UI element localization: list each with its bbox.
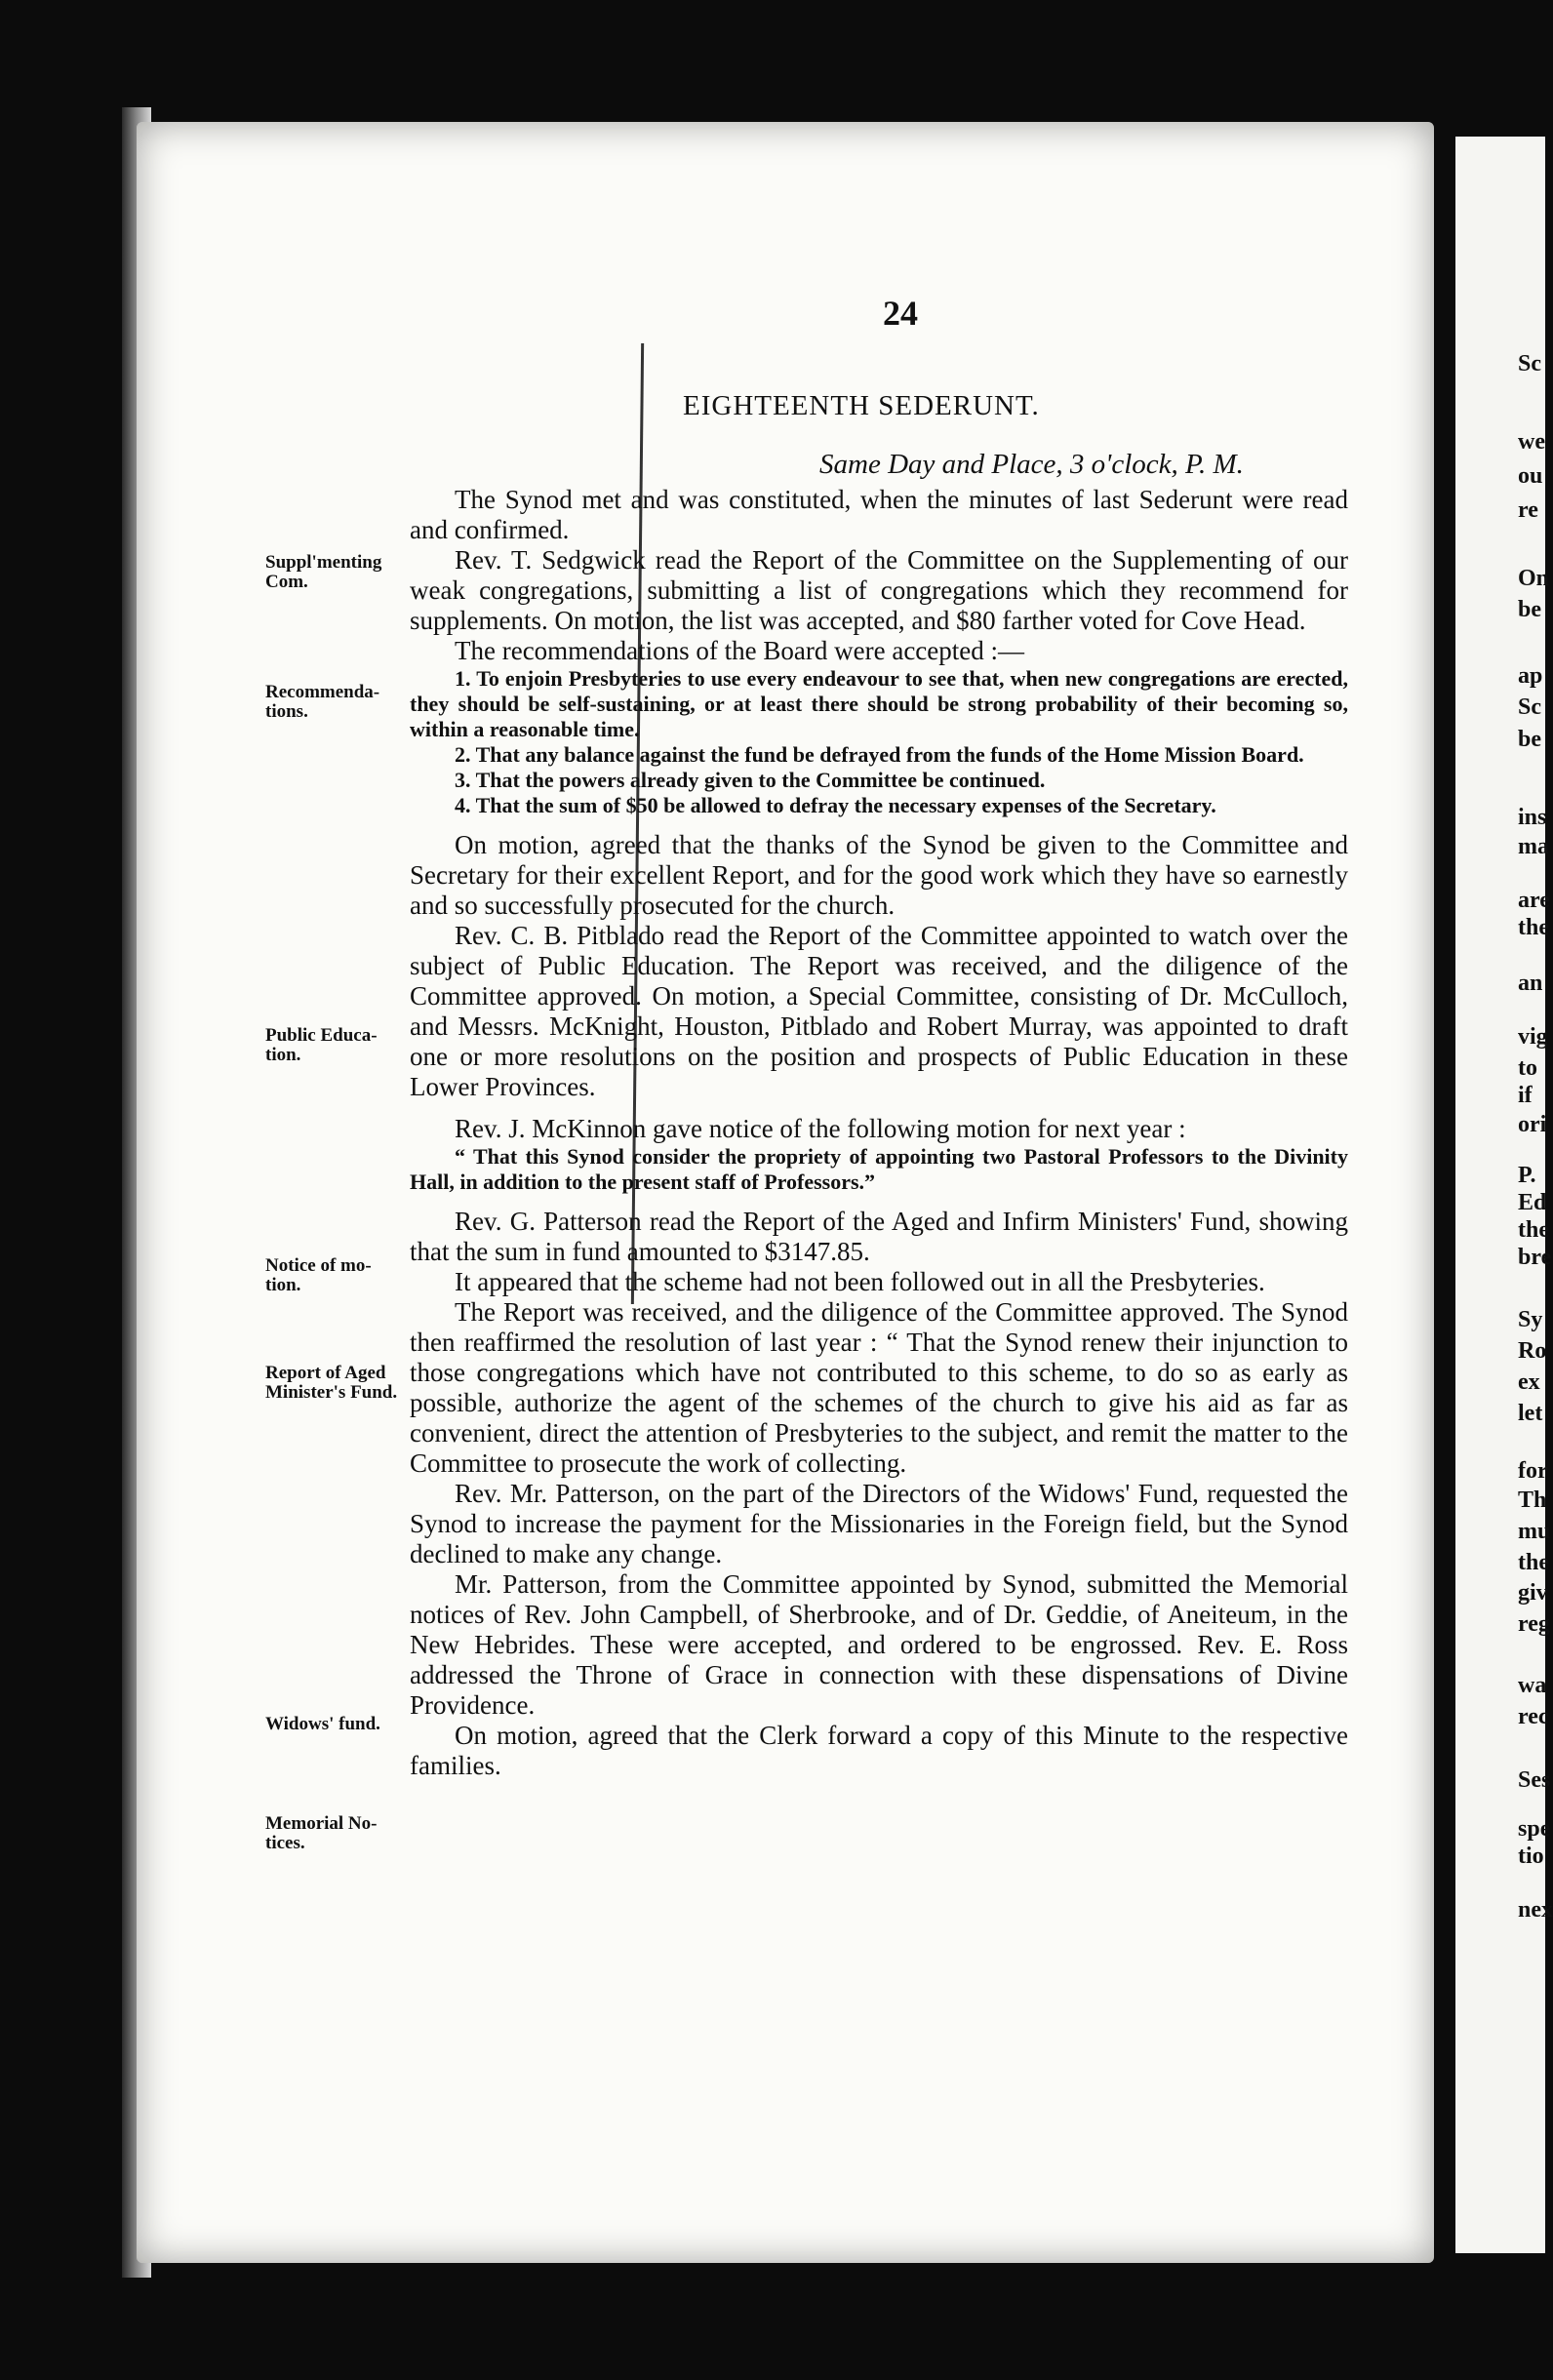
paragraph: 4. That the sum of $50 be allowed to defray the necessary expenses of the Secretary. — [455, 793, 1216, 817]
adjacent-page-fragment: Ses — [1518, 1767, 1551, 1793]
margin-note: Public Educa- tion. — [265, 1025, 378, 1065]
paragraph: Rev. G. Patterson read the Report of the Aged and Infirm Ministers' Fund, showing that the sum in fund amounted to $3147.85. — [410, 1207, 1348, 1266]
adjacent-page-fragment: bre — [1518, 1245, 1552, 1270]
section-heading: EIGHTEENTH SEDERUNT. — [683, 390, 1040, 421]
adjacent-page-fragment: ou — [1518, 463, 1543, 489]
adjacent-page-fragment: are — [1518, 888, 1550, 913]
paragraph: 1. To enjoin Presbyteries to use every endeavour to see that, when new congregations are erected, they should be self-sustaining, or at least there should be strong probability of their becoming so, within a reasonable time. — [410, 666, 1348, 741]
adjacent-page-fragment: wa — [1518, 1673, 1547, 1698]
adjacent-page-fragment: Sy — [1518, 1307, 1543, 1332]
margin-note: Recommenda- tions. — [265, 682, 380, 722]
paragraph: It appeared that the scheme had not been followed out in all the Presbyteries. — [455, 1267, 1265, 1296]
margin-note: Memorial No- tices. — [265, 1813, 378, 1853]
paragraph: On motion, agreed that the Clerk forward a copy of this Minute to the respective families. — [410, 1721, 1348, 1780]
adjacent-page-fragment: be — [1518, 597, 1541, 622]
adjacent-page-fragment: Ro — [1518, 1338, 1547, 1364]
paragraph: The Synod met and was constituted, when the minutes of last Sederunt were read and confirmed. — [410, 485, 1348, 544]
adjacent-page-fragment: reg — [1518, 1611, 1550, 1637]
minutes-body — [410, 485, 1348, 1781]
paragraph: Rev. C. B. Pitblado read the Report of the Committee appointed to watch over the subject of Public Education. The Report was received, and the diligence of the Committee approved. On motion, a Special Committee, consisting of Dr. McCulloch, and Messrs. McKnight, Houston, Pitblado and Robert Murray, was appointed to draft one or more resolutions on the position and prospects of Public Education in these Lower Provinces. — [410, 921, 1348, 1101]
section-subheading: Same Day and Place, 3 o'clock, P. M. — [819, 449, 1244, 480]
adjacent-page-fragment: giv — [1518, 1580, 1548, 1606]
adjacent-page-fragment: P. — [1518, 1163, 1536, 1188]
adjacent-page-fragment: be — [1518, 727, 1541, 752]
adjacent-page-fragment: tio — [1518, 1844, 1544, 1869]
margin-note: Notice of mo- tion. — [265, 1255, 372, 1295]
adjacent-page-fragment: the — [1518, 1217, 1549, 1243]
paragraph: Mr. Patterson, from the Committee appointed by Synod, submitted the Memorial notices of Rev. John Campbell, of Sherbrooke, and of Dr. Geddie, of Aneiteum, in the New Hebrides. These were accepted, and ordered to be engrossed. Rev. E. Ross addressed the Throne of Grace in connection with these dispensations of Divine Providence. — [410, 1569, 1348, 1720]
adjacent-page-fragment: ap — [1518, 663, 1543, 689]
adjacent-page-fragment: ins — [1518, 805, 1547, 830]
adjacent-page-fragment: Sc — [1518, 351, 1541, 377]
margin-note: Suppl'menting Com. — [265, 552, 382, 592]
adjacent-page-fragment: On — [1518, 566, 1550, 591]
adjacent-page-fragment: nex — [1518, 1897, 1553, 1923]
paragraph: On motion, agreed that the thanks of the Synod be given to the Committee and Secretary for their excellent Report, and for the good work which they have so earnestly and so successfully prosecuted for the church. — [410, 830, 1348, 920]
adjacent-page-fragment: Sc — [1518, 694, 1541, 720]
adjacent-page-fragment: spe — [1518, 1816, 1551, 1842]
paragraph: The Report was received, and the diligence of the Committee approved. The Synod then reaffirmed the resolution of last year : “ That the Synod renew their injunction to those congregations which have not contributed to this scheme, to do so as early as possible, authorize the agent of the schemes of the church to give his aid as far as convenient, direct the attention of Presbyteries to the subject, and remit the matter to the Committee to prosecute the work of collecting. — [410, 1297, 1348, 1478]
adjacent-page-fragment: let — [1518, 1401, 1543, 1426]
paragraph: “ That this Synod consider the propriety of appointing two Pastoral Professors to the Divinity Hall, in addition to the present staff of Professors.” — [410, 1144, 1348, 1194]
paragraph: Rev. T. Sedgwick read the Report of the Committee on the Supplementing of our weak congregations, submitting a list of congregations which they recommend for supplements. On motion, the list was accepted, and $80 farther voted for Cove Head. — [410, 545, 1348, 635]
paragraph: 3. That the powers already given to the Committee be continued. — [455, 768, 1046, 792]
adjacent-page-fragment: ma — [1518, 834, 1549, 859]
adjacent-page-fragment: rec — [1518, 1704, 1549, 1729]
adjacent-page-fragment: Th — [1518, 1488, 1547, 1513]
paragraph: Rev. Mr. Patterson, on the part of the Directors of the Widows' Fund, requested the Synod to increase the payment for the Missionaries in the Foreign field, but the Synod declined to make any change. — [410, 1479, 1348, 1568]
adjacent-page-fragment: to — [1518, 1055, 1537, 1081]
adjacent-page-fragment: an — [1518, 971, 1543, 996]
adjacent-page-fragment: for — [1518, 1458, 1548, 1484]
adjacent-page-fragment: ex — [1518, 1369, 1540, 1395]
paragraph: 2. That any balance against the fund be defrayed from the funds of the Home Mission Board. — [455, 742, 1304, 767]
adjacent-page-fragment: vig — [1518, 1024, 1548, 1050]
adjacent-page-fragment: re — [1518, 497, 1538, 523]
adjacent-page-fragment: Ed — [1518, 1190, 1547, 1215]
margin-note: Report of Aged Minister's Fund. — [265, 1363, 398, 1403]
adjacent-page-fragment: if — [1518, 1083, 1533, 1108]
page-number: 24 — [883, 294, 918, 333]
adjacent-page-fragment: mu — [1518, 1519, 1551, 1544]
paragraph: Rev. J. McKinnon gave notice of the following motion for next year : — [455, 1114, 1186, 1143]
paragraph: The recommendations of the Board were accepted :— — [455, 636, 1025, 665]
adjacent-page-fragment: we — [1518, 429, 1545, 455]
adjacent-page-fragment: the — [1518, 915, 1549, 940]
adjacent-page-fragment: ori — [1518, 1112, 1547, 1137]
adjacent-page-fragment: the — [1518, 1550, 1549, 1575]
margin-note: Widows' fund. — [265, 1714, 380, 1734]
